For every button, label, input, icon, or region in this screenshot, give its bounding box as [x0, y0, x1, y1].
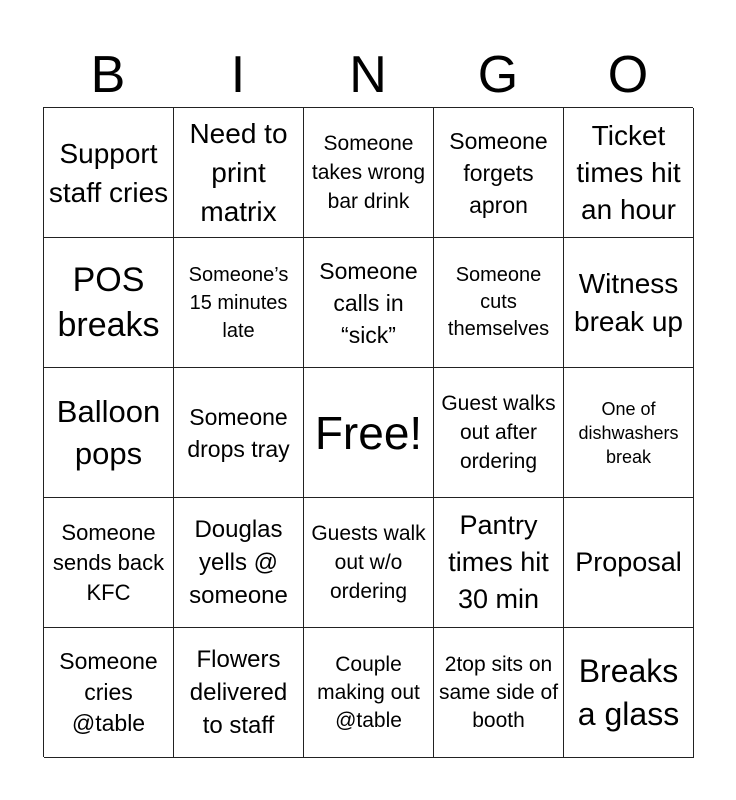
cell-text: Balloon pops: [56, 393, 161, 471]
bingo-cell[interactable]: [564, 628, 694, 758]
bingo-board: [43, 107, 693, 757]
cell-text: Someone takes wrong bar drink: [311, 132, 426, 213]
cell-text: Someone calls in “sick”: [319, 257, 418, 348]
free-space: Free!: [314, 406, 423, 459]
bingo-cell[interactable]: [304, 628, 434, 758]
bingo-cell[interactable]: [174, 368, 304, 498]
bingo-cell[interactable]: [434, 628, 564, 758]
cell-text: Flowers delivered to staff: [189, 646, 288, 739]
bingo-cell[interactable]: [44, 368, 174, 498]
bingo-cell[interactable]: [44, 498, 174, 628]
cell-text: Someone drops tray: [187, 403, 290, 462]
bingo-cell[interactable]: [564, 108, 694, 238]
bingo-cell[interactable]: [564, 368, 694, 498]
cell-text: 2top sits on same side of booth: [438, 652, 559, 732]
cell-text: Witness break up: [574, 267, 683, 337]
bingo-cell[interactable]: [434, 368, 564, 498]
bingo-cell[interactable]: [174, 628, 304, 758]
bingo-cell[interactable]: [434, 108, 564, 238]
bingo-cell[interactable]: [174, 108, 304, 238]
cell-text: Couple making out @table: [317, 652, 420, 732]
bingo-cell[interactable]: [304, 368, 434, 498]
header-letter-i: I: [230, 46, 246, 104]
bingo-cell[interactable]: [304, 108, 434, 238]
bingo-cell[interactable]: [304, 238, 434, 368]
bingo-cell[interactable]: [434, 238, 564, 368]
bingo-cell[interactable]: [304, 498, 434, 628]
cell-text: Someone cries @table: [59, 648, 158, 736]
header-letter-g: G: [477, 46, 519, 104]
header-letter-o: O: [607, 46, 649, 104]
bingo-cell[interactable]: [44, 628, 174, 758]
bingo-cell[interactable]: [434, 498, 564, 628]
cell-text: Proposal: [575, 547, 682, 577]
cell-text: Guest walks out after ordering: [441, 392, 556, 473]
cell-text: Douglas yells @ someone: [189, 516, 288, 609]
cell-text: Someone’s 15 minutes late: [188, 263, 289, 342]
bingo-cell[interactable]: [44, 238, 174, 368]
bingo-cell[interactable]: [44, 108, 174, 238]
cell-text: Ticket times hit an hour: [576, 120, 681, 225]
cell-text: Guests walk out w/o ordering: [311, 522, 426, 603]
cell-text: Someone forgets apron: [449, 127, 548, 218]
bingo-cell[interactable]: [564, 498, 694, 628]
cell-text: Breaks a glass: [577, 652, 680, 732]
cell-text: Need to print matrix: [189, 118, 288, 227]
bingo-header: [43, 42, 693, 108]
bingo-cell[interactable]: [174, 238, 304, 368]
cell-text: Someone sends back KFC: [52, 519, 165, 605]
header-letter-n: N: [349, 46, 387, 104]
cell-text: One of dishwashers break: [578, 398, 679, 467]
bingo-cell[interactable]: [564, 238, 694, 368]
bingo-cell[interactable]: [174, 498, 304, 628]
cell-text: POS breaks: [57, 260, 160, 344]
cell-text: Pantry times hit 30 min: [448, 510, 549, 614]
cell-text: Support staff cries: [48, 137, 169, 208]
cell-text: Someone cuts themselves: [447, 264, 550, 340]
header-letter-b: B: [90, 46, 126, 104]
